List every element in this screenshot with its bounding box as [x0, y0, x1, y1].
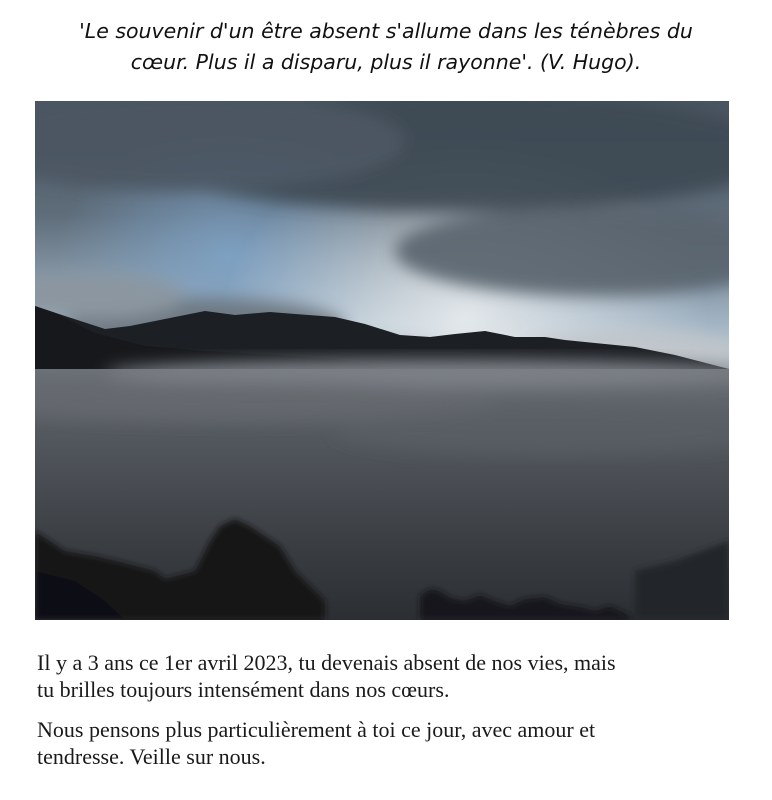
memorial-message — [37, 649, 737, 783]
message-paragraph-1 — [37, 649, 737, 703]
message-p2-line-2: tendresse. Veille sur nous. — [37, 744, 266, 769]
quote-line-1: 'Le souvenir d'un être absent s'allume dans les ténèbres du — [79, 19, 693, 43]
message-p1-line-2: tu brilles toujours intensément dans nos cœurs. — [37, 677, 450, 702]
quote-line-2: cœur. Plus il a disparu, plus il rayonne'. (V. Hugo). — [130, 50, 642, 74]
message-p2-line-1: Nous pensons plus particulièrement à toi ce jour, avec amour et — [37, 717, 596, 742]
landscape-image — [35, 101, 729, 620]
message-paragraph-2 — [37, 716, 737, 770]
message-p1-line-1: Il y a 3 ans ce 1er avril 2023, tu devenais absent de nos vies, mais — [37, 650, 616, 675]
quote — [0, 16, 772, 78]
landscape-photo — [35, 101, 729, 620]
